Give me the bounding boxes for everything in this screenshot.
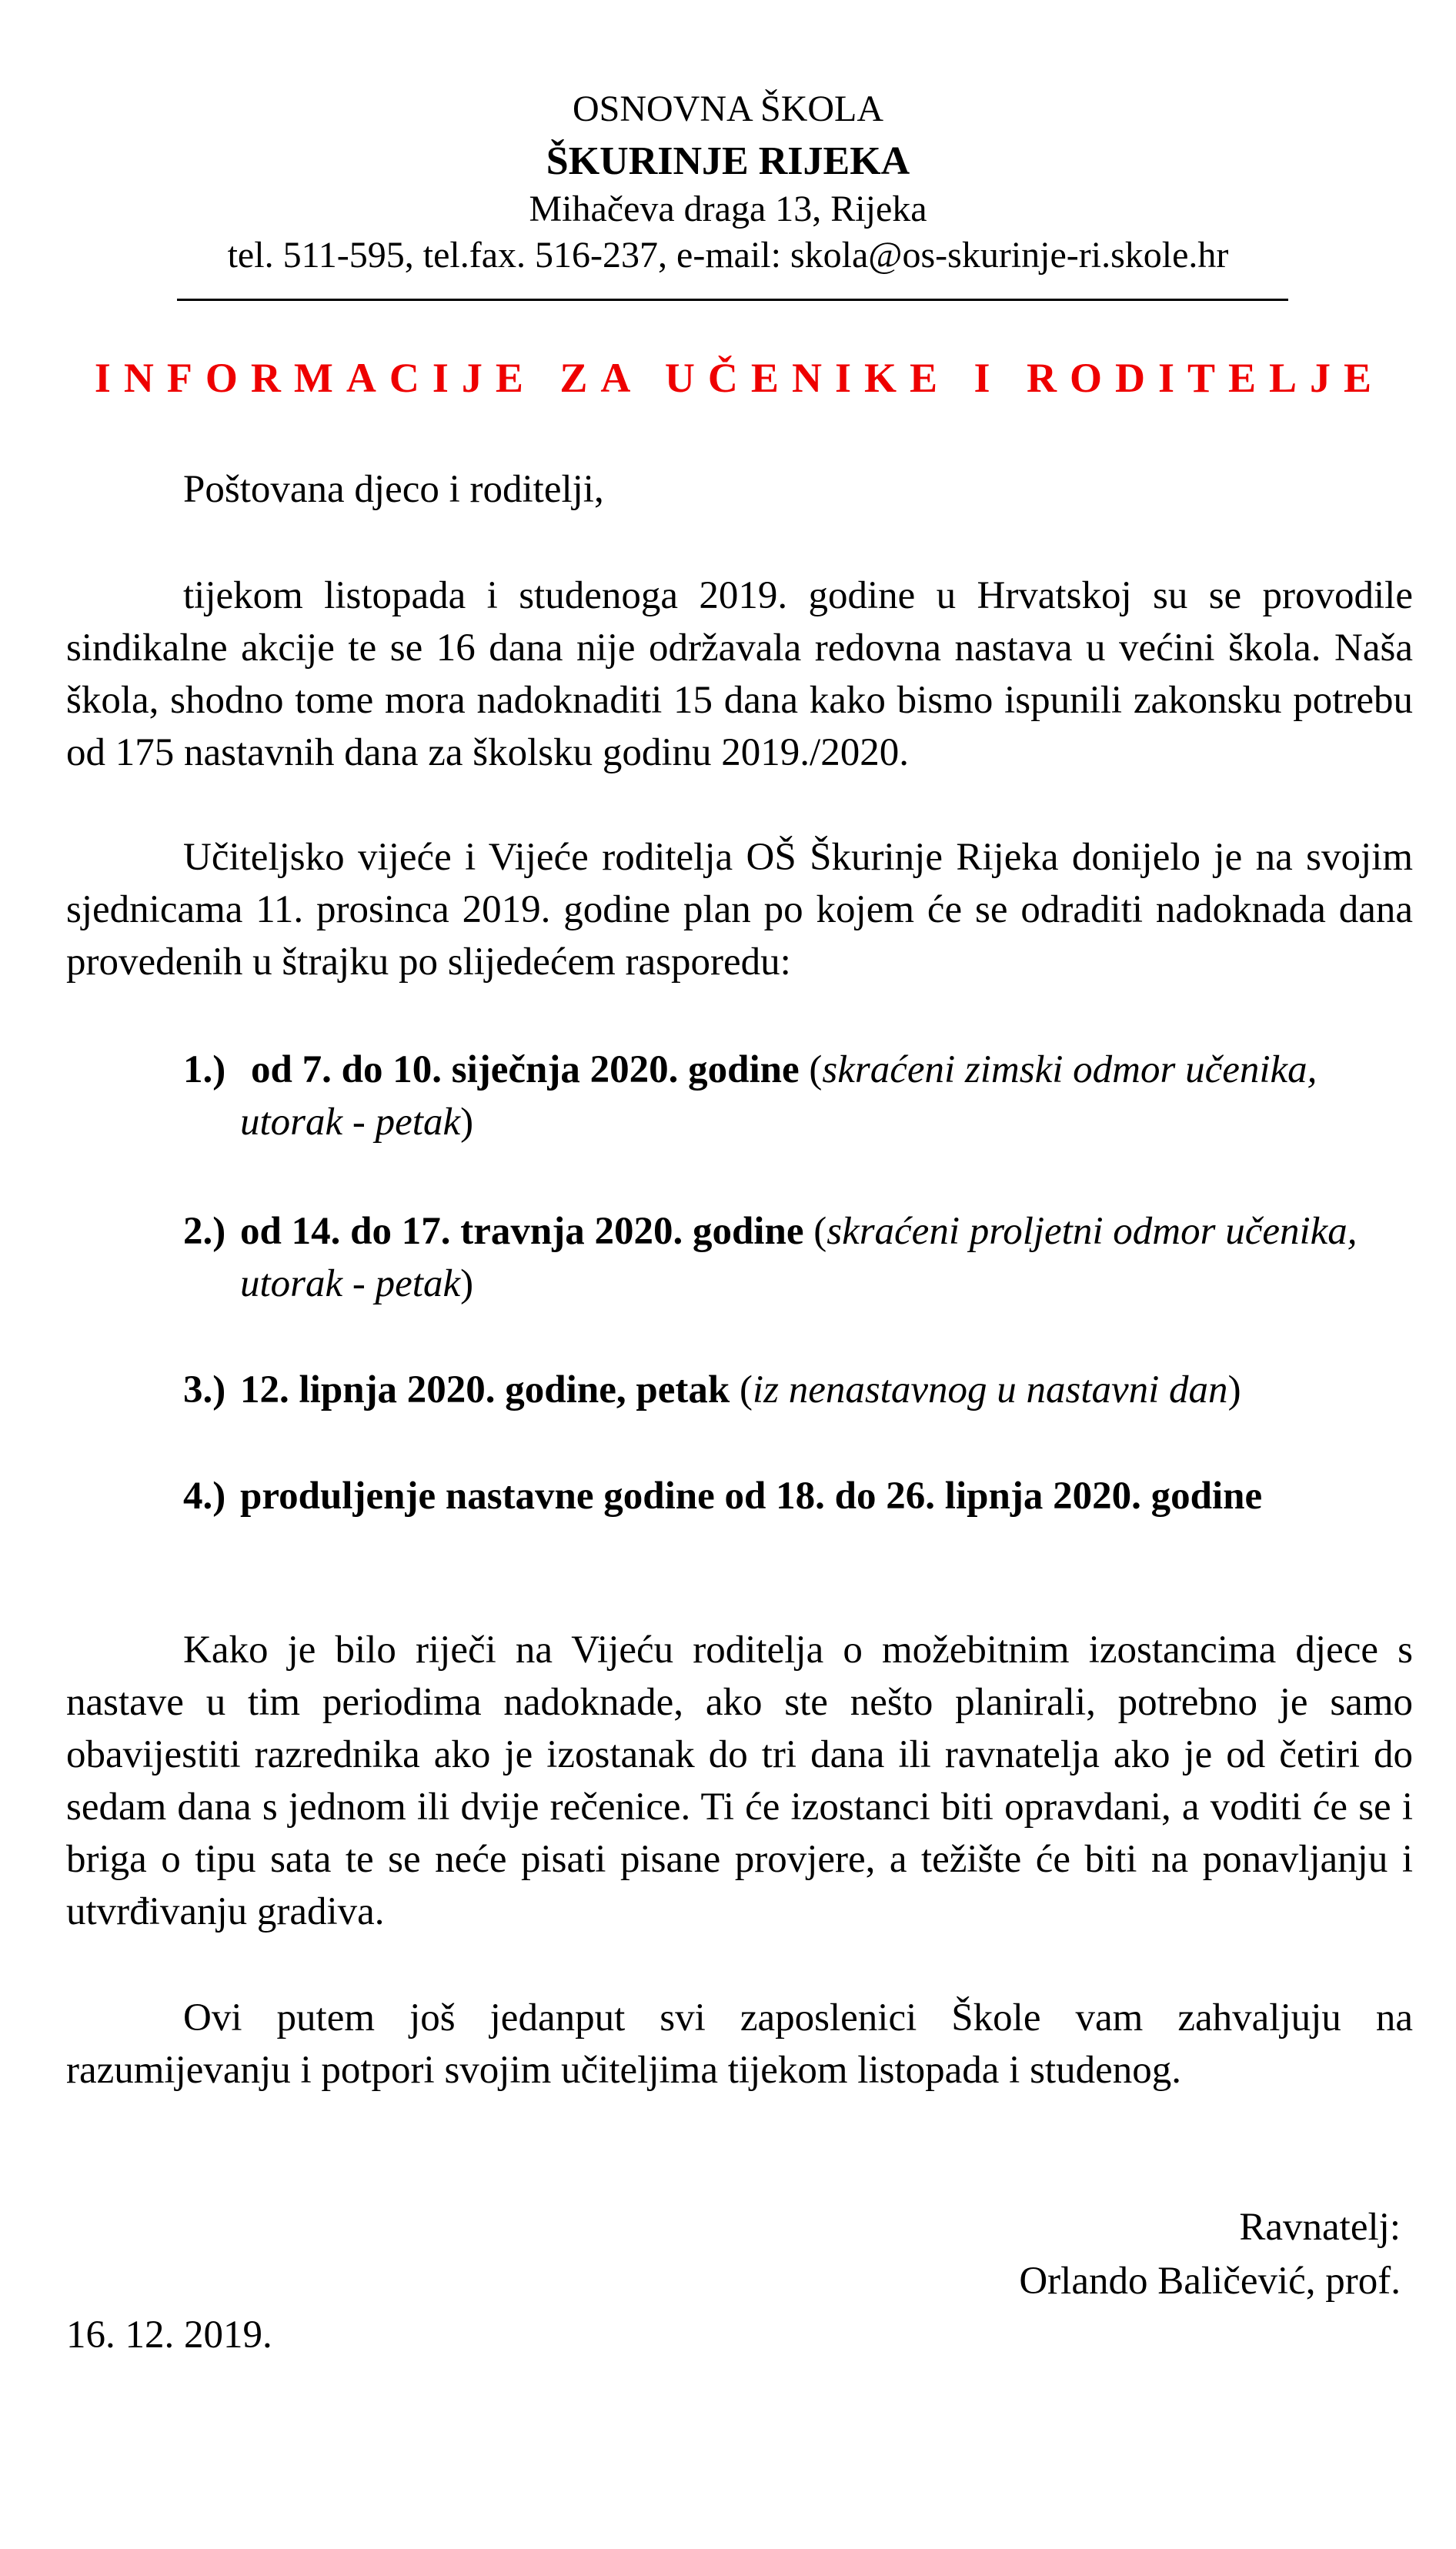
schedule-item-paren-close: ): [460, 1101, 474, 1144]
greeting: Poštovana djeco i roditelji,: [183, 468, 604, 511]
schedule-item-paren-close: ): [1227, 1368, 1241, 1411]
notice-title: INFORMACIJE ZA UČENIKE I RODITELJE: [94, 355, 1385, 401]
school-type: OSNOVNA ŠKOLA: [572, 89, 884, 129]
paragraph-4: Ovi putem još jedanput svi zaposlenici Škole vam zahvaljuju na razumijevanju i potpori svojim učiteljima tijekom listopada i studenog.: [66, 1996, 1413, 2092]
schedule-item-text: [240, 1470, 1384, 1522]
schedule-item-text: [240, 1364, 1384, 1416]
schedule-item-number: 3.): [183, 1368, 226, 1411]
schedule-item-paren-open: (: [799, 1048, 823, 1091]
schedule-item-number: 4.): [183, 1475, 226, 1518]
schedule-item-dates: od 14. do 17. travnja 2020. godine: [240, 1210, 804, 1253]
paragraph-3: Kako je bilo riječi na Vijeću roditelja o možebitnim izostancima djece s nastave u tim periodima nadoknade, ako ste nešto planirali, potrebno je samo obavijestiti razrednika ako je izostanak do tri dana ili ravnatelja ako je od četiri do sedam dana s jednom ili dvije rečenice. Ti će izostanci biti opravdani, a voditi će se i briga o tipu sata te se neće pisati pisane provjere, a težište će biti na ponavljanju i utvrđivanju gradiva.: [66, 1629, 1413, 1933]
schedule-item-paren-open: (: [803, 1210, 827, 1253]
schedule-item-text: [240, 1205, 1384, 1310]
schedule-item-note: skraćeni zimski odmor učenika, utorak - petak: [240, 1048, 1317, 1144]
schedule-item-text: [240, 1044, 1384, 1148]
paragraph-2: Učiteljsko vijeće i Vijeće roditelja OŠ Škurinje Rijeka donijelo je na svojim sjednicama 11. prosinca 2019. godine plan po kojem će se odraditi nadoknada dana provedenih u štrajku po slijedećem rasporedu:: [66, 836, 1413, 984]
schedule-item-dates: 12. lipnja 2020. godine, petak: [240, 1368, 730, 1411]
school-contact: tel. 511-595, tel.fax. 516-237, e-mail: skola@os-skurinje-ri.skole.hr: [227, 235, 1229, 276]
school-name: ŠKURINJE RIJEKA: [546, 139, 910, 183]
header-divider: [177, 299, 1288, 301]
schedule-item-note: iz nenastavnog u nastavni dan: [752, 1368, 1228, 1411]
signature-role: Ravnatelj:: [1239, 2206, 1401, 2249]
schedule-item-number: 2.): [183, 1210, 226, 1253]
paragraph-1: tijekom listopada i studenoga 2019. godine u Hrvatskoj su se provodile sindikalne akcije te se 16 dana nije održavala redovna nastava u većini škola. Naša škola, shodno tome mora nadoknaditi 15 dana kako bismo ispunili zakonsku potrebu od 175 nastavnih dana za školsku godinu 2019./2020.: [66, 574, 1413, 774]
signature-name: Orlando Baličević, prof.: [1019, 2260, 1401, 2303]
schedule-item-dates: od 7. do 10. siječnja 2020. godine: [251, 1048, 800, 1091]
school-address: Mihačeva draga 13, Rijeka: [529, 189, 927, 229]
schedule-item-paren-close: ): [460, 1262, 474, 1305]
schedule-item-number: 1.): [183, 1048, 226, 1091]
schedule-item-paren-open: (: [730, 1368, 753, 1411]
letter-date: 16. 12. 2019.: [66, 2313, 272, 2357]
schedule-item-note: skraćeni proljetni odmor učenika, utorak - petak: [240, 1210, 1357, 1305]
schedule-item-dates: produljenje nastavne godine od 18. do 26. lipnja 2020. godine: [240, 1475, 1263, 1518]
